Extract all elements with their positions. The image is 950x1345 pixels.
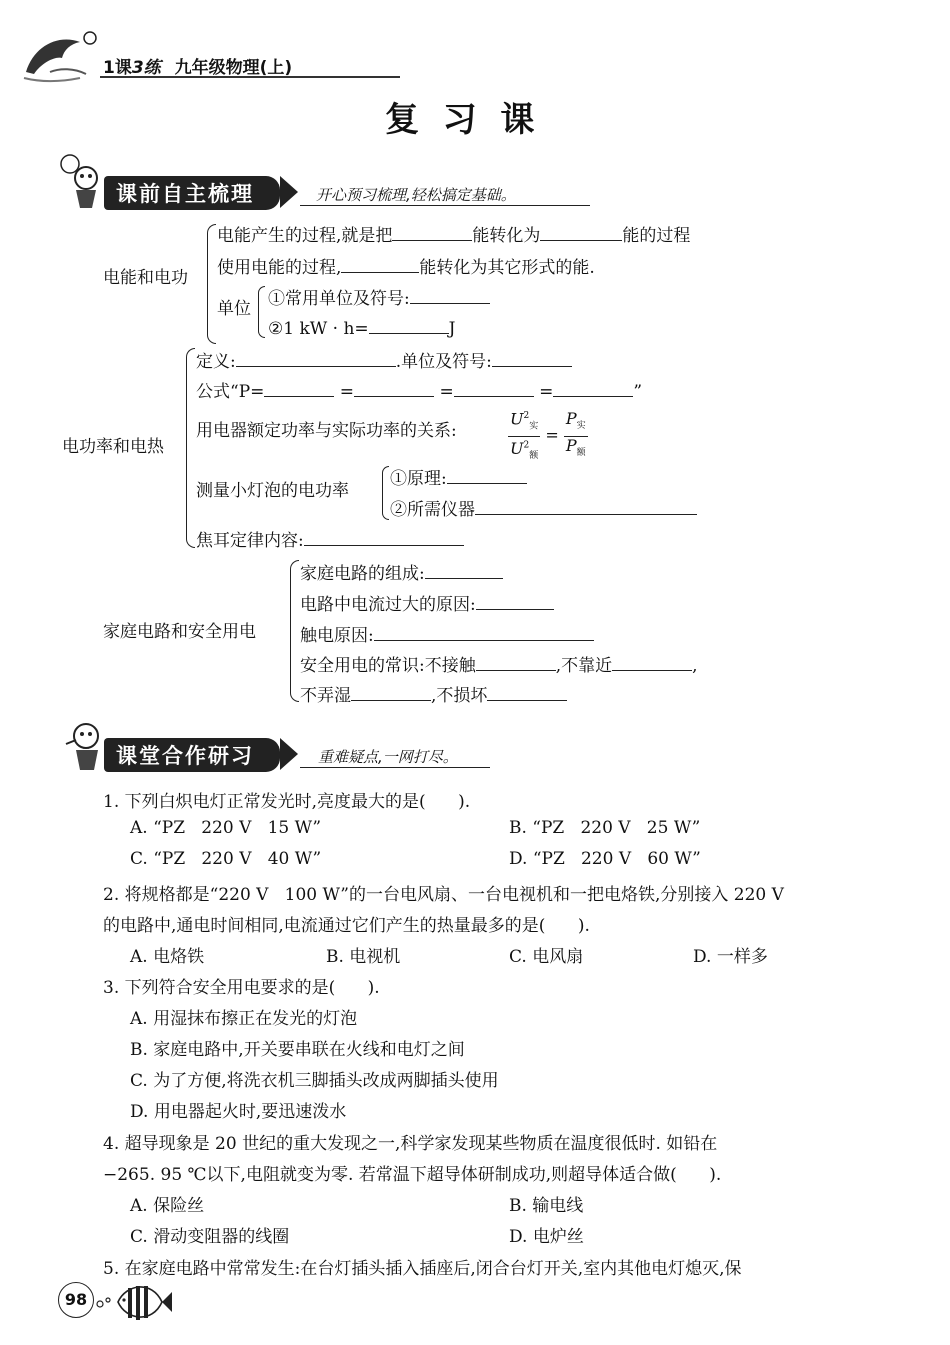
group2-joule: 焦耳定律内容: xyxy=(196,527,464,551)
measure-line2: ②所需仪器 xyxy=(390,496,697,520)
page-number: 98 xyxy=(64,1290,88,1309)
group1-brace xyxy=(207,224,216,344)
group2-line1: 定义: .单位及符号: xyxy=(196,348,572,372)
q4-option-a: A. 保险丝 xyxy=(130,1196,205,1216)
q4-option-b: B. 输电线 xyxy=(509,1196,584,1216)
q3-option-c: C. 为了方便,将洗衣机三脚插头改成两脚插头使用 xyxy=(130,1071,499,1091)
group1-unit-label: 单位 xyxy=(217,299,251,319)
q3-stem: 3. 下列符合安全用电要求的是( ). xyxy=(103,978,380,998)
q1-option-b: B. “PZ 220 V 25 W” xyxy=(509,818,701,838)
q1-option-c: C. “PZ 220 V 40 W” xyxy=(130,849,322,869)
series-1ke: 1课 xyxy=(103,58,132,78)
fish-icon xyxy=(94,1278,174,1326)
q2-option-a: A. 电烙铁 xyxy=(130,947,205,967)
page-title: 复 习 课 xyxy=(385,100,535,140)
group3-line4: 安全用电的常识:不接触 ,不靠近 , xyxy=(300,652,698,676)
power-ratio-formula: $\frac{U^2_实}{U^2_额}$ = $\frac{P_实}{P_额}$ xyxy=(508,407,588,465)
section2-tagline: 重难疑点,一网打尽。 xyxy=(318,748,458,766)
measure-brace xyxy=(382,466,389,520)
unit-brace xyxy=(258,286,265,338)
group1-line1: 电能产生的过程,就是把 能转化为 能的过程 xyxy=(217,222,690,246)
q4-stem-line2: −265. 95 ℃以下,电阻就变为零. 若常温下超导体研制成功,则超导体适合做( ). xyxy=(103,1165,722,1185)
group2-brace xyxy=(186,348,195,548)
q2-option-c: C. 电风扇 xyxy=(509,947,584,967)
group2-relation: 用电器额定功率与实际功率的关系: xyxy=(196,421,457,441)
subject-label: 九年级物理(上) xyxy=(174,58,293,78)
q1-option-a: A. “PZ 220 V 15 W” xyxy=(130,818,322,838)
group3-line5: 不弄湿 ,不损坏 xyxy=(300,682,567,706)
group3-line3: 触电原因: xyxy=(300,622,594,646)
q2-option-b: B. 电视机 xyxy=(326,947,401,967)
q4-option-c: C. 滑动变阻器的线圈 xyxy=(130,1227,290,1247)
mascot-icon xyxy=(58,152,106,210)
header-rule xyxy=(100,76,400,78)
group3-line2: 电路中电流过大的原因: xyxy=(300,591,554,615)
q3-option-a: A. 用湿抹布擦正在发光的灯泡 xyxy=(130,1009,358,1029)
unit-line2: ②1 kW · h= J xyxy=(268,315,455,339)
group1-line2: 使用电能的过程, 能转化为其它形式的能. xyxy=(217,254,595,278)
q1-option-d: D. “PZ 220 V 60 W” xyxy=(509,849,701,869)
q2-stem-line2: 的电路中,通电时间相同,电流通过它们产生的热量最多的是( ). xyxy=(103,916,590,936)
q3-option-d: D. 用电器起火时,要迅速泼水 xyxy=(130,1102,347,1122)
group2-measure-label: 测量小灯泡的电功率 xyxy=(196,481,349,501)
mascot2-icon xyxy=(60,716,108,772)
q3-option-b: B. 家庭电路中,开关要串联在火线和电灯之间 xyxy=(130,1040,465,1060)
section2-label: 课堂合作研习 xyxy=(104,738,280,772)
group2-label: 电功率和电热 xyxy=(62,437,164,457)
group2-formula: 公式“P= = = = ” xyxy=(196,378,642,402)
q2-stem-line1: 2. 将规格都是“220 V 100 W”的一台电风扇、一台电视机和一把电烙铁,分别接入 220 V xyxy=(103,885,784,905)
section1-tagline: 开心预习梳理,轻松搞定基础。 xyxy=(316,186,516,204)
q5-stem: 5. 在家庭电路中常常发生:在台灯插头插入插座后,闭合台灯开关,室内其他电灯熄灭,保 xyxy=(103,1259,742,1279)
measure-line1: ①原理: xyxy=(390,465,527,489)
q4-option-d: D. 电炉丝 xyxy=(509,1227,584,1247)
page-number-badge xyxy=(58,1282,94,1318)
dolphin-logo-icon xyxy=(20,28,98,86)
series-3lian: 3练 xyxy=(131,58,161,78)
unit-line1: ①常用单位及符号: xyxy=(268,285,490,309)
q2-option-d: D. 一样多 xyxy=(693,947,768,967)
section1-label: 课前自主梳理 xyxy=(104,176,280,210)
group3-label: 家庭电路和安全用电 xyxy=(103,622,256,642)
group3-line1: 家庭电路的组成: xyxy=(300,560,503,584)
section2-underline xyxy=(300,767,490,768)
group1-label: 电能和电功 xyxy=(103,268,188,288)
section1-underline xyxy=(300,205,590,206)
group3-brace xyxy=(290,560,299,702)
q4-stem-line1: 4. 超导现象是 20 世纪的重大发现之一,科学家发现某些物质在温度很低时. 如铅在 xyxy=(103,1134,718,1154)
q1-stem: 1. 下列白炽电灯正常发光时,亮度最大的是( ). xyxy=(103,792,471,812)
